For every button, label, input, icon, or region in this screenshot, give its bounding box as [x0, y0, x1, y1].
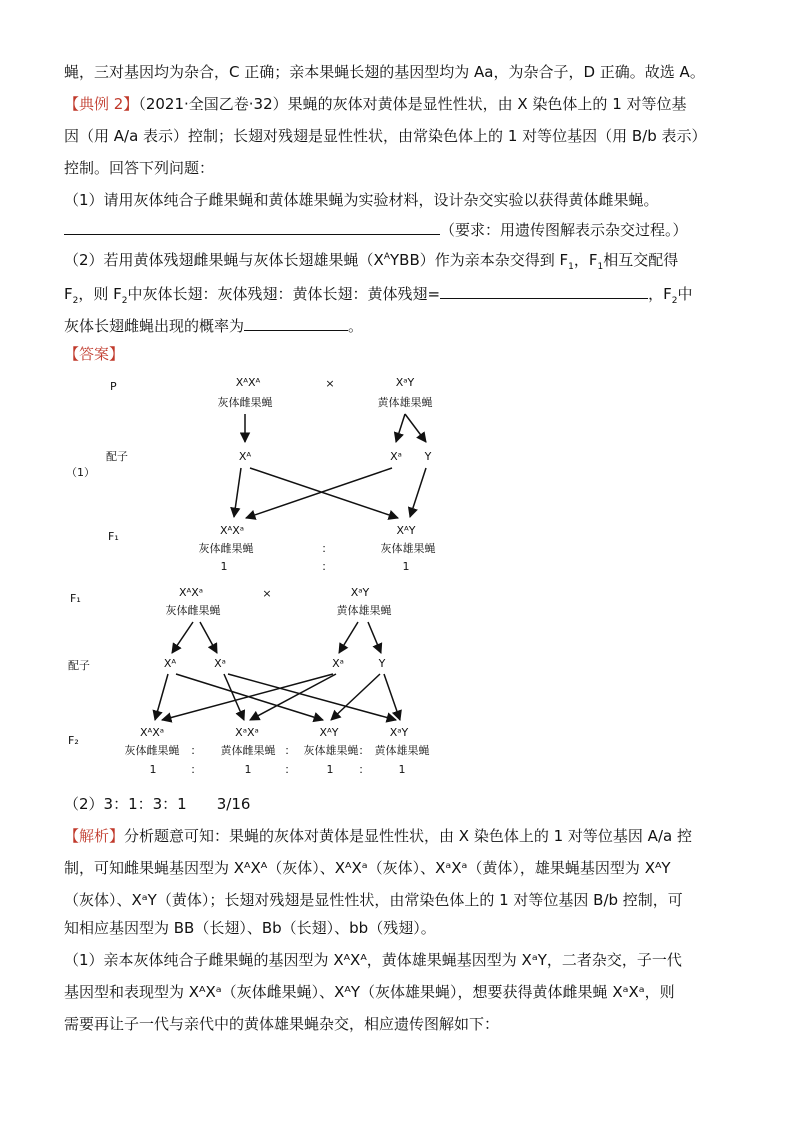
arrow-xa-f1f [246, 468, 392, 518]
answer-blank-2[interactable] [440, 282, 648, 299]
q2-text-a: （2）若用黄体残翅雌果蝇与灰体长翅雄果蝇（X [64, 251, 384, 269]
analysis-tag: 【解析】 [64, 827, 125, 845]
arrow-xa-f2-2 [224, 674, 244, 720]
answer-tag: 【答案】 [64, 345, 125, 363]
arrow-y-f2-4 [384, 674, 400, 720]
f2-ratio-colon-3: ： [358, 763, 370, 776]
f2-1-label: 灰体雌果蝇 [124, 744, 180, 757]
f1-male-ratio: 1 [402, 560, 410, 573]
example-text: （2021·全国乙卷·32）果蝇的灰体对黄体是显性性状，由 X 染色体上的 1 对等位基 [138, 95, 687, 113]
row-label-f1: F₁ [108, 530, 119, 543]
f2-offspring-row [125, 726, 430, 776]
f2-colon-3: ： [358, 744, 370, 757]
arrow-f1f-xa [200, 622, 217, 653]
arrow-xA-f1f [234, 468, 241, 517]
q2l2-text-b: ，则 F [78, 285, 122, 303]
question-2-line-1 [64, 250, 678, 270]
arrow-f1m-xa [339, 622, 358, 653]
f2-2-label: 黄体雌果蝇 [220, 744, 276, 757]
f2-4-genotype: XᵃY [389, 726, 409, 739]
gamete2-y: Y [378, 657, 386, 670]
arrow-xam-f2-1 [162, 674, 333, 720]
f2-3-label: 灰体雄果蝇 [303, 744, 359, 757]
arrow-xam-f2-2 [250, 674, 336, 720]
f2-1-genotype: XᴬXᵃ [139, 726, 165, 739]
f1-female-ratio: 1 [220, 560, 228, 573]
cross-symbol-2: × [262, 587, 272, 600]
q2l3-text-b: 。 [348, 317, 364, 335]
text-line-4: 控制。回答下列问题： [64, 159, 215, 177]
gamete2-xa: Xᵃ [214, 657, 226, 670]
p-female-label: 灰体雌果蝇 [217, 396, 273, 409]
q2l2-sub-3: 2 [671, 296, 678, 306]
f1-colon-1: ： [321, 542, 333, 555]
arrow-p-male-y [405, 414, 426, 442]
q2l2-text-c: 中灰体长翅：灰体残翅：黄体长翅：黄体残翅= [127, 285, 441, 303]
row-label-gamete-2: 配子 [68, 659, 90, 672]
q2l2-text-d: ，F [648, 285, 672, 303]
genetic-cross-diagram [0, 360, 794, 780]
q2-sup: A [383, 252, 390, 262]
example-2-line [64, 94, 687, 114]
answer-2: （2）3：1：3：1 3/16 [64, 795, 251, 813]
f1-female-genotype: XᴬXᵃ [219, 524, 245, 537]
f1cross-male-label: 黄体雄果蝇 [336, 604, 392, 617]
f2-colon-1: ： [190, 744, 202, 757]
f1-male-label: 灰体雄果蝇 [380, 542, 436, 555]
f2-2-genotype: XᵃXᵃ [235, 726, 259, 739]
gamete2-xA: Xᴬ [163, 657, 177, 670]
example-tag: 【典例 2】 [64, 95, 139, 113]
analysis-line-5: （1）亲本灰体纯合子雌果蝇的基因型为 XᴬXᴬ，黄体雄果蝇基因型为 XᵃY，二者杂交，子一代 [64, 951, 682, 969]
q2-text-c: ，F [573, 251, 598, 269]
f2-4-label: 黄体雄果蝇 [374, 744, 430, 757]
q2l2-text-e: 中 [677, 285, 693, 303]
analysis-line-2: 制，可知雌果蝇基因型为 XᴬXᴬ（灰体）、XᴬXᵃ（灰体）、XᵃXᵃ（黄体），雄果蝇基因型为 XᴬY [64, 859, 671, 877]
f1cross-male-genotype: XᵃY [350, 586, 370, 599]
question-1-answer-line [64, 218, 688, 240]
question-1: （1）请用灰体纯合子雌果蝇和黄体雄果蝇为实验材料，设计杂交实验以获得黄体雌果蝇。 [64, 191, 659, 209]
question-2-line-2 [64, 282, 692, 304]
q2-text-d: 相互交配得 [603, 251, 679, 269]
arrow-xA-f1m [250, 468, 398, 518]
f2-3-ratio: 1 [326, 763, 334, 776]
f2-ratio-colon-2: ： [284, 763, 296, 776]
question-1-requirement: （要求：用遗传图解表示杂交过程。） [440, 221, 688, 239]
question-2-line-3 [64, 314, 363, 336]
p-male-genotype: XᵃY [395, 376, 415, 389]
gamete1-xA: Xᴬ [238, 450, 252, 463]
analysis-line-6: 基因型和表现型为 XᴬXᵃ（灰体雌果蝇）、XᴬY（灰体雄果蝇），想要获得黄体雌果蝇 XᵃXᵃ，则 [64, 983, 675, 1001]
arrow-f1f-xA [172, 622, 193, 653]
q2l3-text-a: 灰体长翅雌蝇出现的概率为 [64, 317, 245, 335]
gamete2-xa-male: Xᵃ [332, 657, 344, 670]
text-line-3: 因（用 A/a 表示）控制；长翅对残翅是显性性状，由常染色体上的 1 对等位基因（用 B/b 表示） [64, 127, 707, 145]
f1-colon-2: ： [321, 560, 333, 573]
answer-blank-3[interactable] [244, 314, 348, 331]
f2-colon-2: ： [284, 744, 296, 757]
f1-female-label: 灰体雌果蝇 [198, 542, 254, 555]
row-label-f1-cross: F₁ [70, 592, 81, 605]
gamete1-y: Y [424, 450, 432, 463]
q2l2-sub-2: 2 [121, 296, 128, 306]
q2-sub-f1: 1 [568, 262, 574, 272]
analysis-text-1: 分析题意可知：果蝇的灰体对黄体是显性性状，由 X 染色体上的 1 对等位基因 A/a 控 [124, 827, 692, 845]
f2-2-ratio: 1 [244, 763, 252, 776]
f1cross-female-genotype: XᴬXᵃ [178, 586, 204, 599]
f2-ratio-colon-1: ： [190, 763, 202, 776]
arrow-p-male-xa [396, 414, 405, 442]
q2l2-sub-1: 2 [72, 296, 79, 306]
cross-symbol-1: × [325, 377, 335, 390]
p-female-genotype: XᴬXᴬ [235, 376, 261, 389]
f2-4-ratio: 1 [398, 763, 406, 776]
p-male-label: 黄体雄果蝇 [377, 396, 433, 409]
f1-male-genotype: XᴬY [396, 524, 416, 537]
arrow-f1m-y [368, 622, 381, 653]
answer-blank-1[interactable] [64, 218, 440, 235]
f2-1-ratio: 1 [149, 763, 157, 776]
text-line-1: 蝇，三对基因均为杂合，C 正确；亲本果蝇长翅的基因型均为 Aa，为杂合子，D 正确。故选 A。 [64, 63, 705, 81]
row-label-f2: F₂ [68, 734, 79, 747]
arrow-xA-f2-1 [155, 674, 168, 720]
analysis-line-3: （灰体）、XᵃY（黄体）；长翅对残翅是显性性状，由常染色体上的 1 对等位基因 B/b 控制，可 [64, 891, 683, 909]
arrow-y-f1m [410, 468, 426, 517]
f2-3-genotype: XᴬY [319, 726, 339, 739]
analysis-line-1 [64, 826, 692, 846]
analysis-line-7: 需要再让子一代与亲代中的黄体雄果蝇杂交，相应遗传图解如下： [64, 1015, 500, 1033]
q2-sub-f1b: 1 [597, 262, 604, 272]
part-label-1: （1） [66, 466, 95, 479]
row-label-p: P [110, 380, 117, 393]
f1cross-female-label: 灰体雌果蝇 [165, 604, 221, 617]
q2l2-text-a: F [64, 285, 73, 303]
row-label-gamete: 配子 [106, 450, 128, 463]
arrow-xa-f2-4 [228, 674, 396, 720]
gamete1-xa: Xᵃ [390, 450, 402, 463]
analysis-line-4: 知相应基因型为 BB（长翅）、Bb（长翅）、bb（残翅）。 [64, 919, 436, 937]
q2-text-b: YBB）作为亲本杂交得到 F [390, 251, 569, 269]
